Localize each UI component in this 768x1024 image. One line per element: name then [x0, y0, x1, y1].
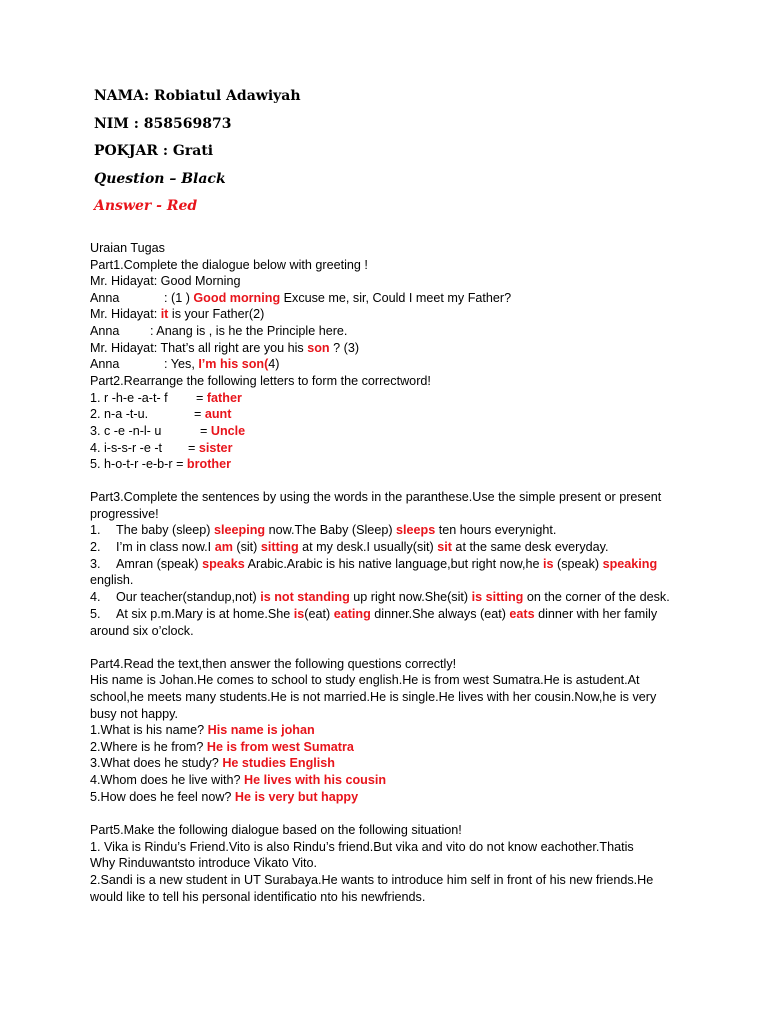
part1-line5: [90, 340, 359, 356]
answer: He studies English: [222, 756, 335, 770]
equals: =: [200, 424, 211, 438]
text: up right now.She(sit): [349, 590, 472, 604]
part4-text-line: busy not happy.: [90, 707, 178, 721]
text: Amran (speak): [116, 557, 203, 571]
answer: speaking: [602, 557, 658, 571]
part1-heading: Part1.Complete the dialogue below with greeting !: [90, 258, 368, 272]
answer: Good morning: [193, 291, 281, 305]
answer: sleeps: [396, 523, 436, 537]
text: Mr. Hidayat: That’s all right are you his: [90, 341, 308, 355]
part2-heading: Part2.Rearrange the following letters to form the correctword!: [90, 374, 431, 388]
part3-sentence-2: [90, 539, 609, 555]
text: (eat): [304, 607, 334, 621]
number: 4.: [90, 590, 101, 604]
answer: am: [214, 540, 233, 554]
part3-sentence-4: [90, 589, 670, 605]
speaker: Anna: [90, 357, 120, 371]
part5-heading: Part5.Make the following dialogue based on the following situation!: [90, 823, 462, 837]
answer: eats: [509, 607, 535, 621]
text: Our teacher(standup,not): [116, 590, 261, 604]
part5-line: would like to tell his personal identificatio nto his newfriends.: [90, 890, 426, 904]
equals: =: [196, 391, 207, 405]
question: 4. i-s-s-r -e -t: [90, 441, 163, 455]
answer: Uncle: [210, 424, 246, 438]
answer: is: [293, 607, 305, 621]
answer: it: [160, 307, 169, 321]
text: Mr. Hidayat:: [90, 307, 161, 321]
part4-qa-item: [90, 755, 335, 771]
part4-qa-item: [90, 739, 354, 755]
question: 2. n-a -t-u.: [90, 407, 149, 421]
speaker: Anna: [90, 291, 120, 305]
answer: is: [543, 557, 554, 571]
question: 4.Whom does he live with?: [90, 773, 244, 787]
text: ? (3): [329, 341, 360, 355]
part1-line4: [90, 323, 347, 339]
text: now.The Baby (Sleep): [265, 523, 397, 537]
part1-line3: [90, 306, 264, 322]
text: dinner.She always (eat): [370, 607, 510, 621]
part2-item: [90, 390, 242, 406]
answer: is sitting: [471, 590, 524, 604]
part3-heading: Part3.Complete the sentences by using the words in the paranthese.Use the simple present or present: [90, 490, 662, 504]
answer-legend: Answer - Red: [94, 198, 198, 214]
part4-text-line: His name is Johan.He comes to school to study english.He is from west Sumatra.He is astudent.At: [90, 673, 640, 687]
answer: He lives with his cousin: [244, 773, 387, 787]
part3-sentence-3: [90, 556, 657, 572]
part2-item: [90, 440, 232, 456]
part2-item: [90, 406, 231, 422]
answer: I’m his son(: [198, 357, 269, 371]
text: The baby (sleep): [116, 523, 215, 537]
question-legend: Question – Black: [94, 171, 226, 187]
answer: father: [206, 391, 242, 405]
answer: He is very but happy: [234, 790, 359, 804]
part2-item: [90, 456, 231, 472]
part2-item: [90, 423, 245, 439]
answer: sleeping: [214, 523, 266, 537]
answer: aunt: [204, 407, 232, 421]
equals: =: [188, 441, 199, 455]
text: at the same desk everyday.: [451, 540, 609, 554]
answer: son: [307, 341, 330, 355]
text: dinner with her family: [534, 607, 658, 621]
text: (speak): [553, 557, 603, 571]
text: : Yes,: [164, 357, 199, 371]
text: Arabic.Arabic is his native language,but right now,he: [244, 557, 544, 571]
question: 3. c -e -n-l- u: [90, 424, 162, 438]
answer: is not standing: [260, 590, 350, 604]
text: : (1 ): [164, 291, 194, 305]
question: 5.How does he feel now?: [90, 790, 235, 804]
number: 3.: [90, 557, 101, 571]
number: 5.: [90, 607, 101, 621]
document-title: Uraian Tugas: [90, 241, 165, 255]
part3-sentence-1: [90, 522, 556, 538]
part3-sentence-5-cont: around six o’clock.: [90, 624, 194, 638]
part4-heading: Part4.Read the text,then answer the following questions correctly!: [90, 657, 457, 671]
text: 4): [268, 357, 280, 371]
student-name: NAMA: Robiatul Adawiyah: [94, 88, 301, 104]
text: at my desk.I usually(sit): [298, 540, 438, 554]
part5-line: 1. Vika is Rindu’s Friend.Vito is also Rindu’s friend.But vika and vito do not know eachother.Thatis: [90, 840, 634, 854]
question: 2.Where is he from?: [90, 740, 207, 754]
speaker: Anna: [90, 324, 120, 338]
text: At six p.m.Mary is at home.She: [116, 607, 294, 621]
text: : Anang is , is he the Principle here.: [150, 324, 348, 338]
part1-line1: Mr. Hidayat: Good Morning: [90, 274, 241, 288]
part5-line: Why Rinduwantsto introduce Vikato Vito.: [90, 856, 318, 870]
question: 1.What is his name?: [90, 723, 208, 737]
part4-qa-item: [90, 722, 315, 738]
student-nim: NIM : 858569873: [94, 116, 232, 132]
part4-qa-item: [90, 789, 358, 805]
text: on the corner of the desk.: [523, 590, 670, 604]
number: 1.: [90, 523, 101, 537]
part3-sentence-3-cont: english.: [90, 573, 134, 587]
answer: speaks: [202, 557, 245, 571]
part4-text-line: school,he meets many students.He is not married.He is single.He lives with her cousin.Now,he is very: [90, 690, 657, 704]
text: Excuse me, sir, Could I meet my Father?: [280, 291, 512, 305]
part1-line2: [90, 290, 511, 306]
answer: eating: [333, 607, 371, 621]
answer: His name is johan: [207, 723, 315, 737]
student-pokjar: POKJAR : Grati: [94, 143, 214, 159]
answer: sit: [437, 540, 452, 554]
question: 5. h-o-t-r -e-b-r =: [90, 457, 187, 471]
text: I’m in class now.I: [116, 540, 215, 554]
part3-sentence-5: [90, 606, 657, 622]
part5-line: 2.Sandi is a new student in UT Surabaya.He wants to introduce him self in front of his new friends.He: [90, 873, 654, 887]
answer: sister: [198, 441, 233, 455]
question: 1. r -h-e -a-t- f: [90, 391, 168, 405]
question: 3.What does he study?: [90, 756, 223, 770]
answer: brother: [186, 457, 231, 471]
number: 2.: [90, 540, 101, 554]
part3-heading-cont: progressive!: [90, 507, 159, 521]
part4-qa-item: [90, 772, 386, 788]
text: is your Father(2): [168, 307, 265, 321]
answer: sitting: [260, 540, 299, 554]
text: (sit): [232, 540, 261, 554]
equals: =: [194, 407, 205, 421]
part1-line6: [90, 356, 280, 372]
answer: He is from west Sumatra: [206, 740, 354, 754]
text: ten hours everynight.: [435, 523, 557, 537]
